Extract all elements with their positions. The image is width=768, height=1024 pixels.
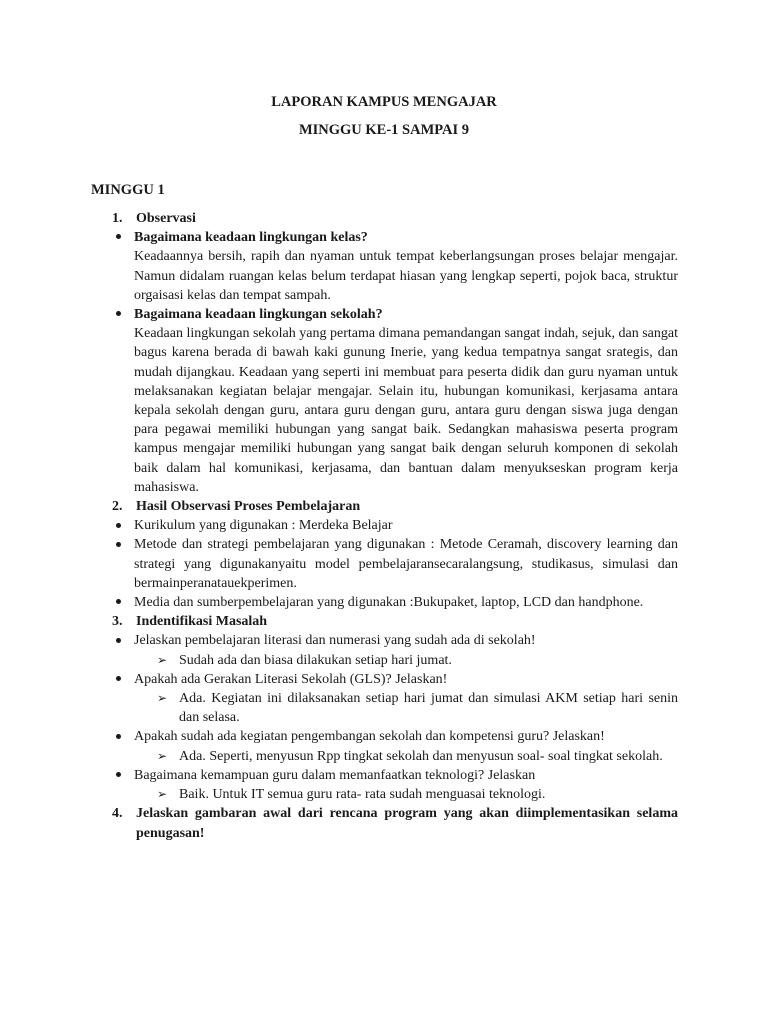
question-text: Bagaimana keadaan lingkungan kelas? (134, 230, 368, 246)
list-item (90, 593, 678, 612)
section-title: Hasil Observasi Proses Pembelajaran (136, 499, 361, 515)
answer-text: Ada. Kegiatan ini dilaksanakan setiap hari jumat dan simulasi AKM setiap hari senin dan selasa. (179, 691, 678, 726)
bullet-icon (112, 631, 124, 650)
bullet-icon (112, 766, 124, 785)
question-text: Bagaimana keadaan lingkungan sekolah? (134, 307, 383, 323)
bullet-icon (112, 727, 124, 746)
list-item (90, 535, 678, 593)
list-item-text: Media dan sumberpembelajaran yang digunakan :Bukupaket, laptop, LCD dan handphone. (134, 595, 644, 611)
list-item (90, 305, 678, 497)
arrow-bullet-icon: ➢ (157, 748, 168, 763)
question-text: Apakah sudah ada kegiatan pengembangan sekolah dan kompetensi guru? Jelaskan! (134, 729, 605, 745)
section-title: Observasi (136, 211, 196, 226)
bullet-icon (112, 593, 124, 612)
list-item (90, 516, 678, 535)
section-indentifikasi-masalah (90, 612, 678, 631)
answer-paragraph: Keadaannya bersih, rapih dan nyaman untuk tempat keberlangsungan proses belajar mengajar. Namun didalam ruangan kelas belum terdapat hiasan yang lengkap seperti, pojok baca, struktur orgaisasi kelas dan tempat sampah. (134, 249, 678, 303)
section-hasil-observasi (90, 497, 678, 516)
bullet-icon (112, 516, 124, 535)
question-text: Jelaskan pembelajaran literasi dan numerasi yang sudah ada di sekolah! (134, 633, 536, 649)
section-number: 2. (112, 499, 123, 515)
answer-item (134, 747, 678, 766)
question-text: Bagaimana kemampuan guru dalam memanfaatkan teknologi? Jelaskan (134, 767, 536, 783)
section-number: 4. (112, 806, 123, 822)
section-number: 3. (112, 614, 123, 630)
answer-item (134, 689, 678, 727)
report-title: LAPORAN KAMPUS MENGAJAR (271, 94, 497, 110)
report-body (90, 209, 678, 843)
list-item-text: Metode dan strategi pembelajaran yang digunakan : Metode Ceramah, discovery learning dan strategi yang digunakanyaitu model pembelajaransecaralangsung, studikasus, simulasi dan bermainperanatauekperimen. (134, 537, 678, 591)
list-item (90, 766, 678, 804)
answer-item (134, 651, 678, 670)
answer-text: Sudah ada dan biasa dilakukan setiap hari jumat. (179, 652, 452, 668)
answer-text: Baik. Untuk IT semua guru rata- rata sudah menguasai teknologi. (179, 787, 546, 803)
arrow-bullet-icon: ➢ (157, 787, 168, 802)
list-item (90, 670, 678, 728)
arrow-bullet-icon: ➢ (157, 652, 168, 667)
section-title: Jelaskan gambaran awal dari rencana program yang akan diimplementasikan selama penugasan! (136, 806, 678, 841)
answer-item (134, 785, 678, 804)
section-rencana-program (90, 804, 678, 842)
list-item (90, 631, 678, 669)
bullet-icon (112, 670, 124, 689)
list-item (90, 228, 678, 305)
question-text: Apakah ada Gerakan Literasi Sekolah (GLS)? Jelaskan! (134, 671, 448, 687)
arrow-bullet-icon: ➢ (157, 691, 168, 706)
list-item-text: Kurikulum yang digunakan : Merdeka Belajar (134, 518, 393, 534)
section-title: Indentifikasi Masalah (136, 614, 268, 630)
section-number: 1. (112, 211, 123, 226)
bullet-icon (112, 305, 124, 324)
bullet-icon (112, 228, 124, 247)
answer-paragraph: Keadaan lingkungan sekolah yang pertama dimana pemandangan sangat indah, sejuk, dan sangat bagus karena berada di bawah kaki gunung Inerie, yang kedua tempatnya sangat srategis, dan mudah dijangkau. Keadaan yang seperti ini membuat para peserta didik dan guru nyaman untuk melaksanakan kegiatan belajar mengajar. Selain itu, hubungan komunikasi, kerjasama antara kepala sekolah dengan guru, antara guru dengan guru, antara guru dengan siswa juga dengan para pegawai memiliki hubungan yang sangat baik. Sedangkan mahasiswa peserta program kampus mengajar memiliki hubungan yang sangat baik dengan seluruh komponen di sekolah baik dalam hal komunikasi, kerjasama, dan bantuan dalam menyukseskan program kerja mahasiswa. (134, 326, 678, 495)
bullet-icon (112, 535, 124, 554)
report-subtitle: MINGGU KE-1 SAMPAI 9 (298, 122, 470, 138)
section-observasi (90, 209, 678, 228)
week-heading: MINGGU 1 (91, 182, 165, 198)
list-item (90, 727, 678, 765)
answer-text: Ada. Seperti, menyusun Rpp tingkat sekolah dan menyusun soal- soal tingkat sekolah. (179, 748, 663, 764)
